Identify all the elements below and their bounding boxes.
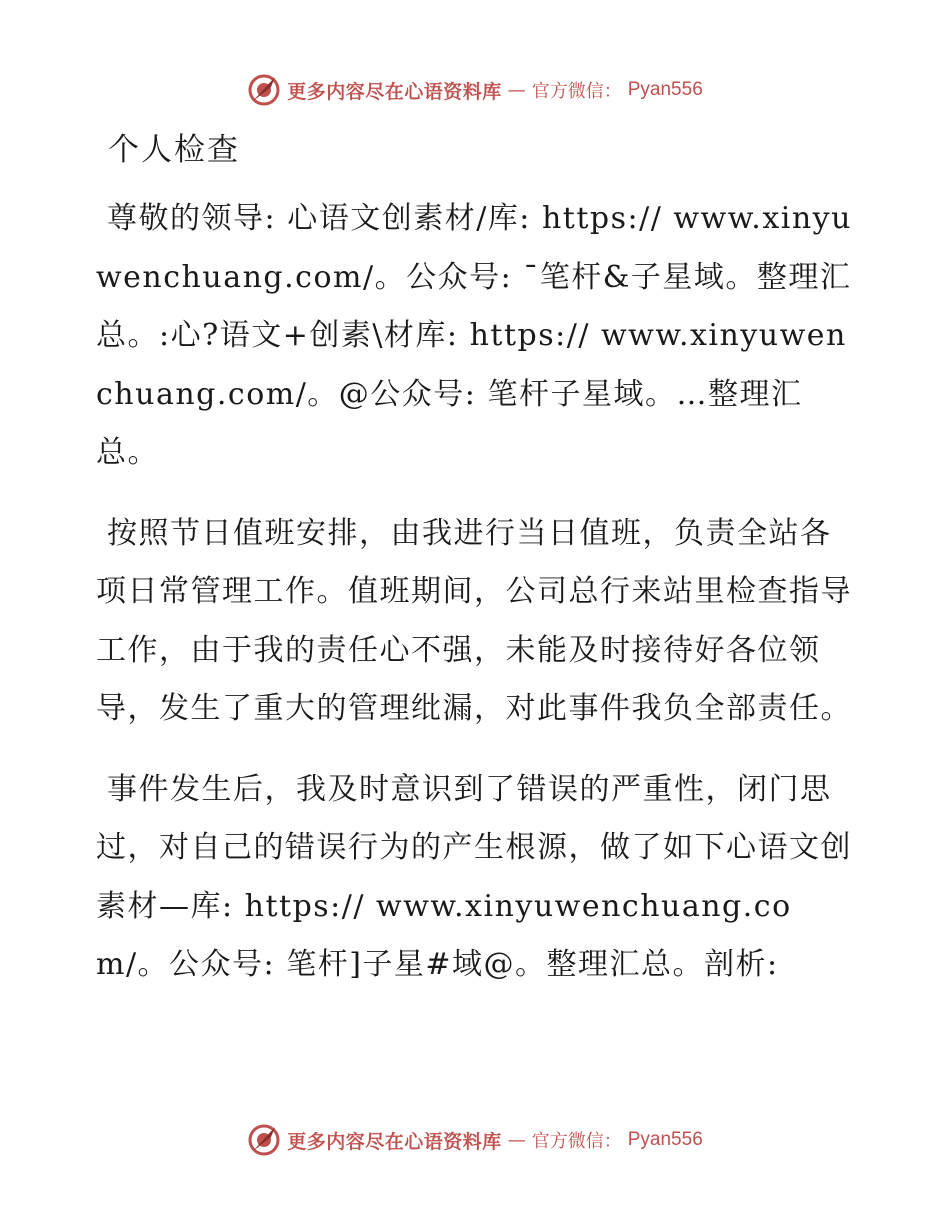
banner-wechat-id: Pyan556 bbox=[627, 79, 703, 100]
banner-wechat-label: 官方微信： bbox=[531, 1131, 622, 1152]
banner-brand-text: 更多内容尽在心语资料库 bbox=[287, 80, 502, 103]
banner-separator: — bbox=[507, 1129, 526, 1151]
banner-brand-text: 更多内容尽在心语资料库 bbox=[287, 1130, 502, 1153]
paragraph-incident: 按照节日值班安排，由我进行当日值班，负责全站各项日常管理工作。值班期间，公司总行来站里检查指导工作，由于我的责任心不强，未能及时接待好各位领导，发生了重大的管理纰漏，对此事件我负全部责任。 bbox=[96, 515, 852, 726]
banner-wechat-id: Pyan556 bbox=[627, 1129, 703, 1150]
document-body bbox=[96, 190, 856, 1017]
document-title: 个人检查 bbox=[108, 132, 240, 168]
paragraph-salutation: 尊敬的领导: 心语文创素材/库: https:// www.xinyuwenchuang.com/。公众号: ¯笔杆&子星域。整理汇总。:心?语文+创素\材库: https:// www.xinyuwenchuang.com/。@公众号: 笔杆子星域。…整理汇总。 bbox=[96, 201, 852, 470]
banner-separator: — bbox=[507, 79, 526, 101]
header-banner bbox=[0, 70, 950, 110]
banner-wechat-label: 官方微信： bbox=[531, 81, 622, 102]
footer-banner bbox=[0, 1120, 950, 1160]
quill-logo-icon bbox=[247, 1123, 281, 1157]
paragraph-reflection: 事件发生后，我及时意识到了错误的严重性，闭门思过，对自己的错误行为的产生根源，做了如下心语文创素材—库: https:// www.xinyuwenchuang.com/。公众号: 笔杆]子星#域@。整理汇总。剖析: bbox=[96, 771, 852, 982]
quill-logo-icon bbox=[247, 73, 281, 107]
